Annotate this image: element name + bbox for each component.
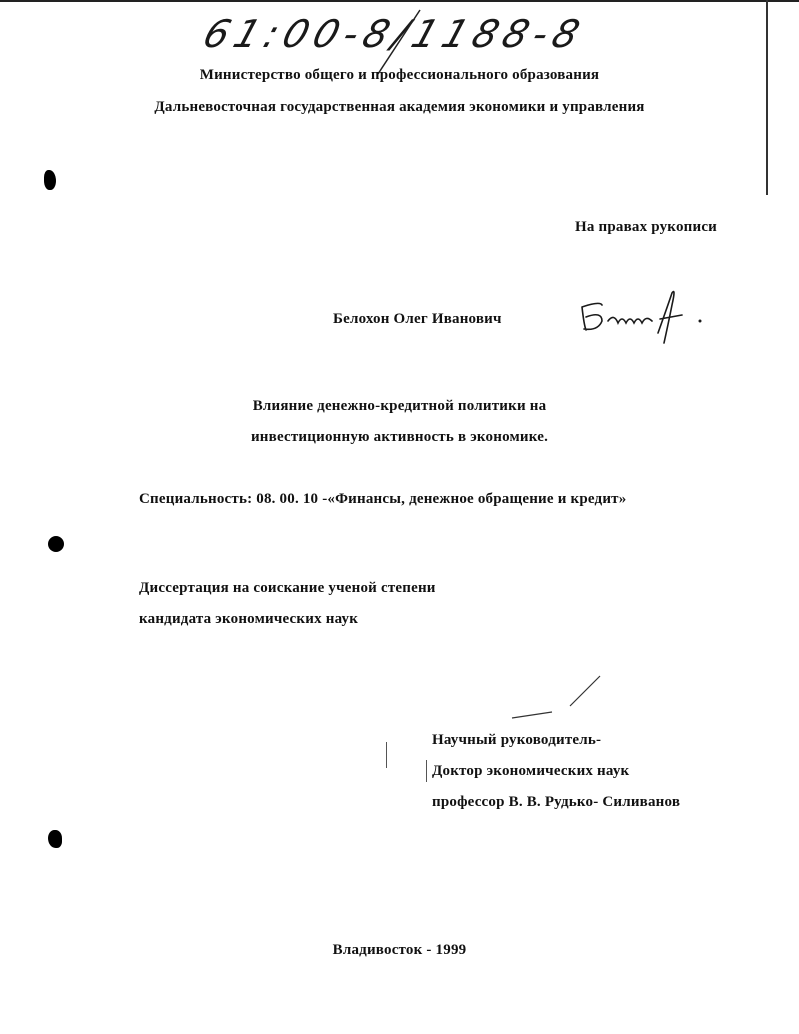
thesis-title-line-1: Влияние денежно-кредитной политики на (252, 398, 547, 414)
scan-top-edge (0, 0, 799, 2)
manuscript-rights-note: На правах рукописи (575, 219, 718, 235)
author-signature (572, 285, 712, 350)
pencil-stroke-mark (508, 672, 608, 720)
supervisor-degree: Доктор экономических наук (432, 763, 630, 779)
dissertation-line-2: кандидата экономических наук (139, 611, 359, 627)
specialty-line: Специальность: 08. 00. 10 -«Финансы, денежное обращение и кредит» (139, 491, 627, 507)
ministry-name: Министерство общего и профессионального образования (199, 67, 600, 83)
scan-blot (48, 830, 62, 848)
academy-name: Дальневосточная государственная академия экономики и управления (154, 99, 645, 115)
scan-mark (386, 742, 387, 768)
scan-blot (48, 536, 64, 552)
thesis-title-line-2: инвестиционную активность в экономике. (250, 429, 549, 445)
supervisor-name: профессор В. В. Рудько- Силиванов (432, 794, 681, 810)
city-year: Владивосток - 1999 (332, 942, 467, 958)
scan-blot (44, 170, 56, 190)
scan-mark (426, 760, 427, 782)
scan-right-edge (766, 0, 768, 195)
registration-number: 61:00-8/1188-8 (197, 12, 591, 56)
dissertation-line-1: Диссертация на соискание ученой степени (139, 580, 436, 596)
author-name: Белохон Олег Иванович (333, 311, 502, 327)
supervisor-role: Научный руководитель- (432, 732, 602, 748)
